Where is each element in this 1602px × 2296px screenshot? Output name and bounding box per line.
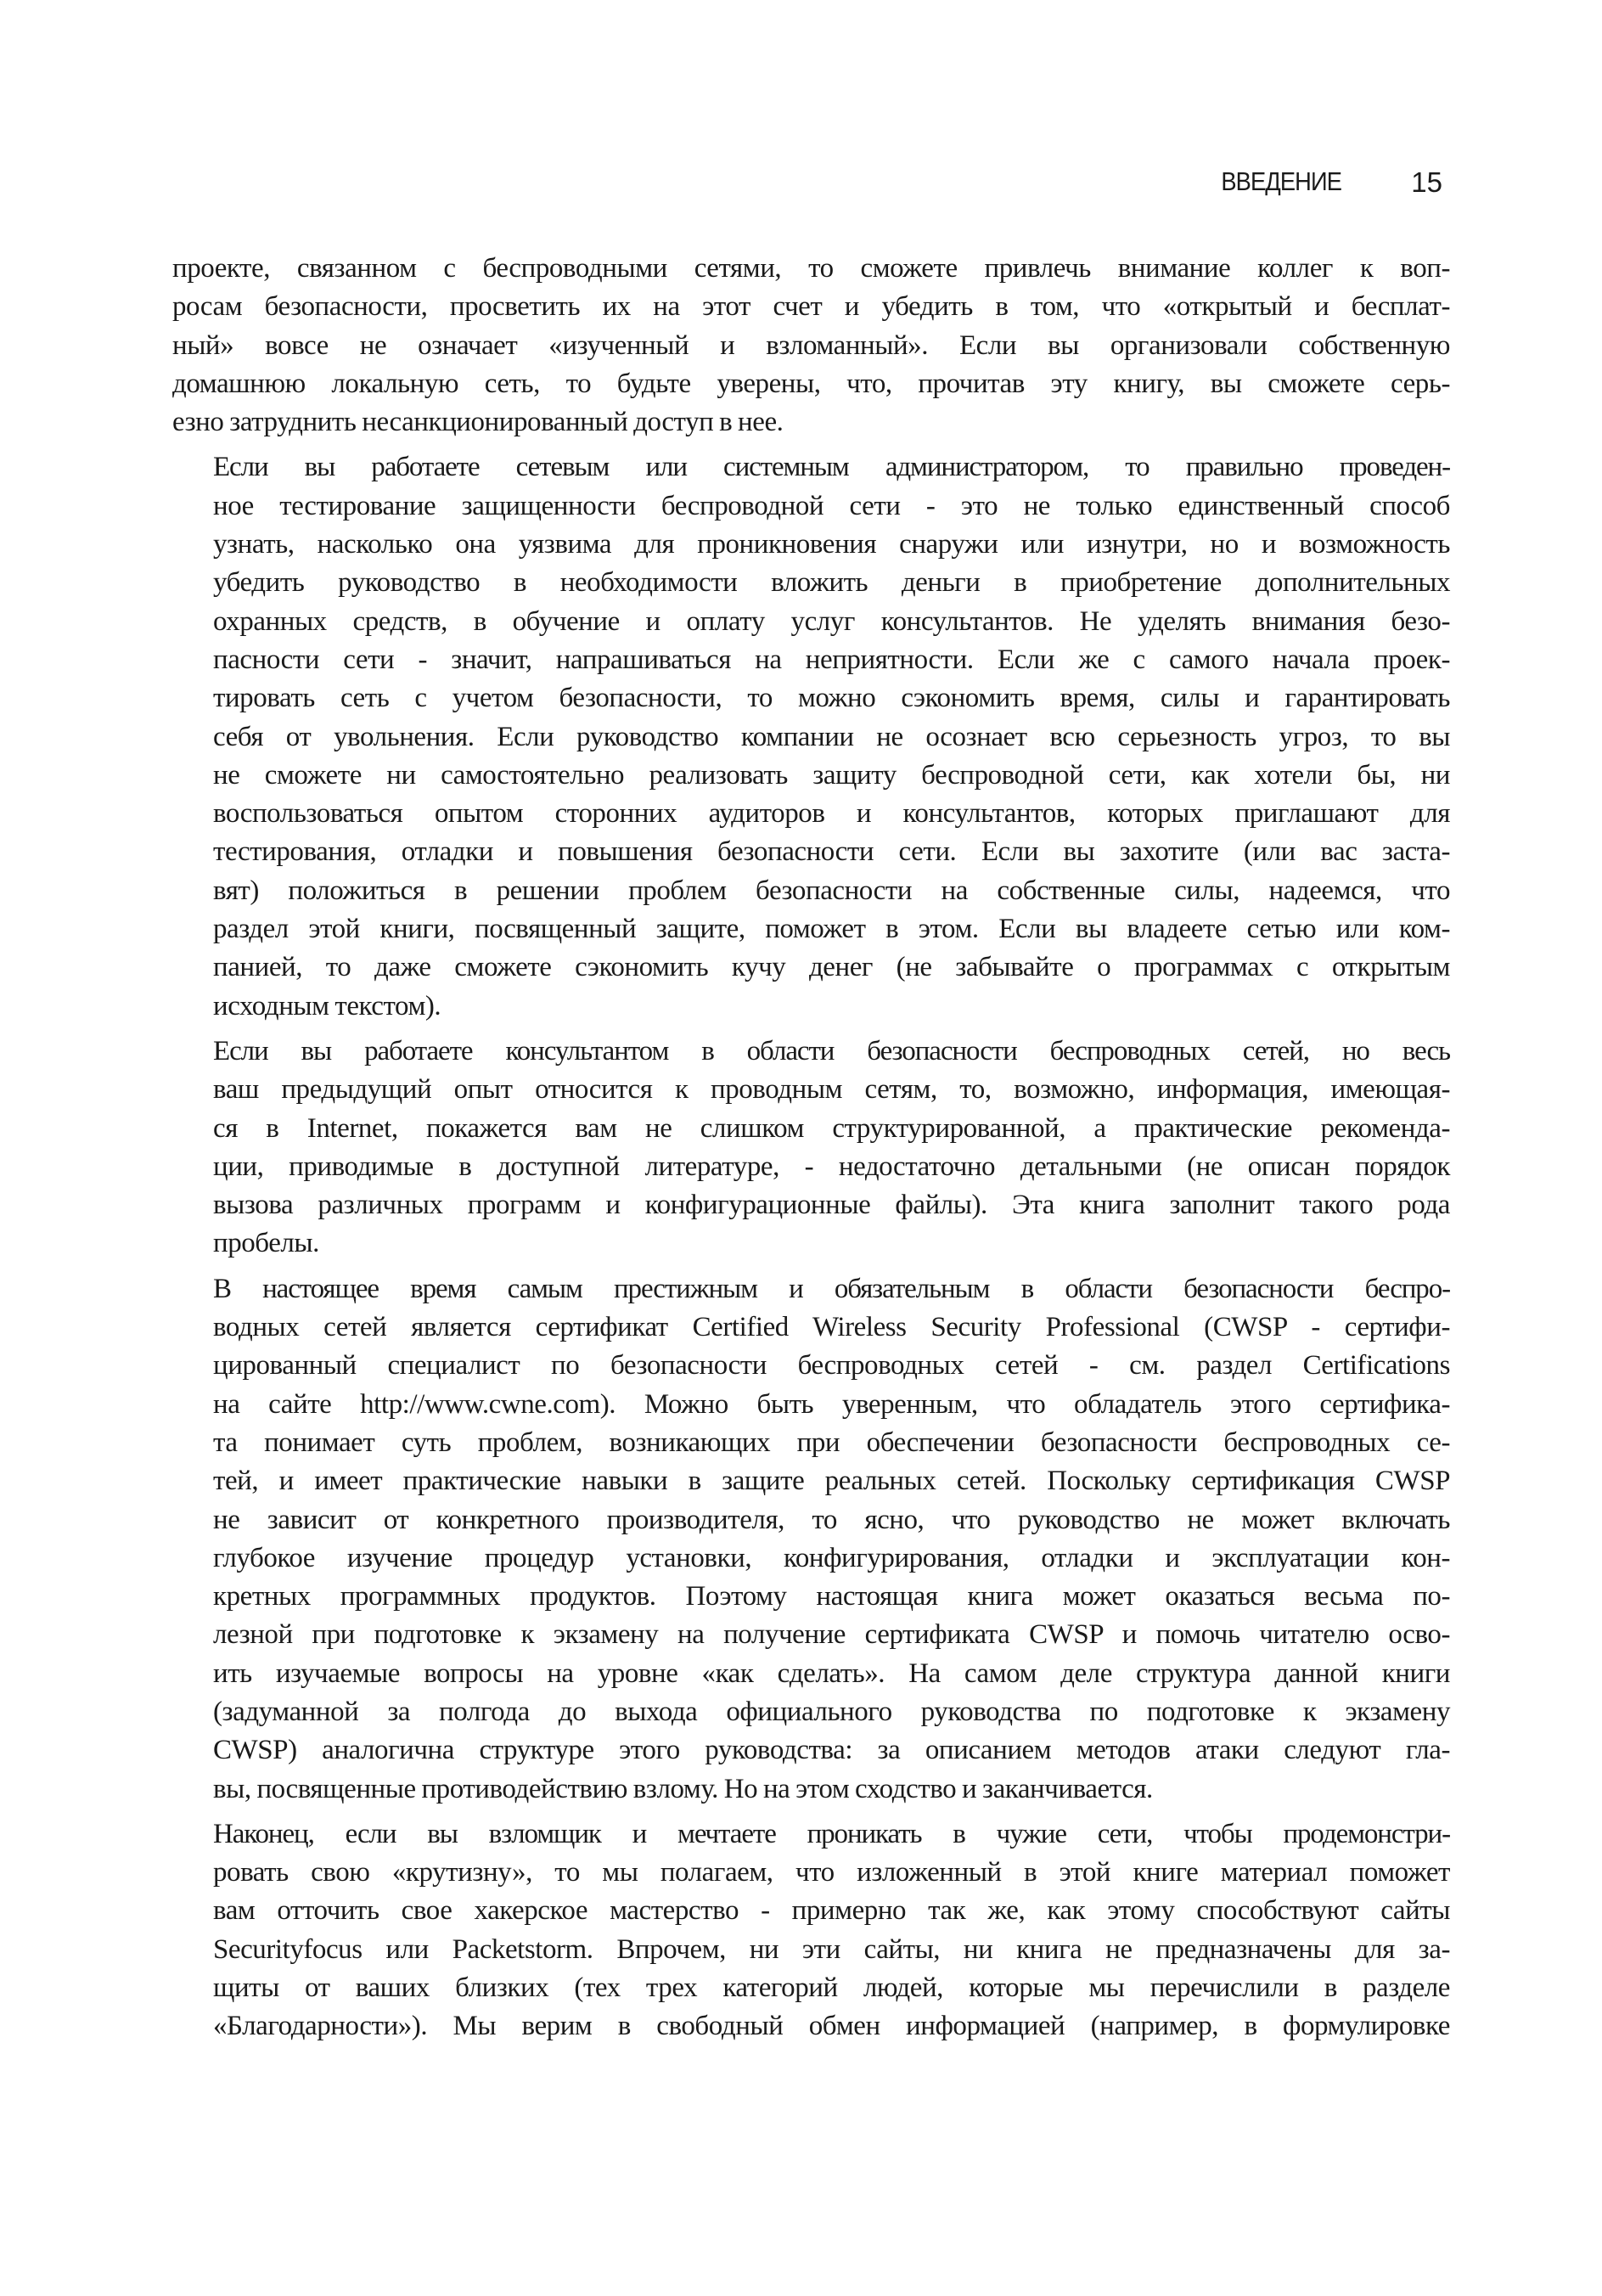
text-line: домашнюю локальную сеть, то будьте уверены, что, прочитав эту книгу, вы сможете серь- (172, 368, 1450, 399)
text-line: не сможете ни самостоятельно реализовать защиту беспроводной сети, как хотели бы, ни (213, 759, 1450, 791)
text-line: пробелы. (213, 1228, 319, 1259)
text-line: узнать, насколько она уязвима для проникновения снаружи или изнутри, но и возможность (213, 529, 1450, 560)
text-line: охранных средств, в обучение и оплату услуг консультантов. Не уделять внимания безо- (213, 605, 1450, 637)
text-line: себя от увольнения. Если руководство компании не осознает всю серьезность угроз, то вы (213, 721, 1450, 752)
text-line: глубокое изучение процедур установки, конфигурирования, отладки и эксплуатации кон- (213, 1542, 1450, 1573)
text-line: вы, посвященные противодействию взлому. Но на этом сходство и заканчивается. (213, 1773, 1153, 1804)
text-line: цированный специалист по безопасности беспроводных сетей - см. раздел Certifications (213, 1350, 1450, 1382)
paragraph (172, 1815, 1450, 2046)
text-line: езно затруднить несанкционированный доступ в нее. (172, 407, 784, 438)
text-line: тировать сеть с учетом безопасности, то можно сэкономить время, силы и гарантировать (213, 683, 1450, 714)
text-line: ить изучаемые вопросы на уровне «как сделать». На самом деле структура данной книги (213, 1657, 1450, 1689)
text-line: ции, приводимые в доступной литературе, - недостаточно детальными (не описан порядок (213, 1151, 1450, 1182)
text-line: водных сетей является сертификат Certified Wireless Security Professional (CWSP - сертифи- (213, 1312, 1450, 1343)
text-line: вам отточить свое хакерское мастерство - примерно так же, как этому способствуют сайты (213, 1895, 1450, 1927)
text-line: росам безопасности, просветить их на этот счет и убедить в том, что «открытый и бесплат- (172, 291, 1450, 323)
text-line: лезной при подготовке к экзамену на получение сертификата CWSP и помочь читателю осво- (213, 1619, 1450, 1651)
text-line: щиты от ваших близких (тех трех категорий людей, которые мы перечислили в разделе (213, 1972, 1450, 2004)
text-line: «Благодарности»). Мы верим в свободный обмен информацией (например, в формулировке (213, 2011, 1450, 2042)
text-line: кретных программных продуктов. Поэтому настоящая книга может оказаться весьма по- (213, 1581, 1450, 1612)
text-line: раздел этой книги, посвященный защите, поможет в этом. Если вы владеете сетью или ком- (213, 914, 1450, 945)
paragraph (172, 1270, 1450, 1809)
text-line: тей, и имеет практические навыки в защите реальных сетей. Поскольку сертификация CWSP (213, 1466, 1450, 1497)
text-line: ваш предыдущий опыт относится к проводным сетям, то, возможно, информация, имеющая- (213, 1074, 1450, 1106)
text-line: Если вы работаете сетевым или системным администратором, то правильно проведен- (213, 452, 1450, 483)
header-section-title: ВВЕДЕНИЕ (1221, 166, 1341, 196)
text-line: на сайте http://www.cwne.com). Можно быть уверенным, что обладатель этого сертифика- (213, 1388, 1450, 1420)
text-line: ное тестирование защищенности беспроводной сети - это не только единственный способ (213, 490, 1450, 521)
text-line: не зависит от конкретного производителя, то ясно, что руководство не может включать (213, 1504, 1450, 1535)
text-line: Securityfocus или Packetstorm. Впрочем, ни эти сайты, ни книга не предназначены для за- (213, 1933, 1450, 1965)
text-line: (задуманной за полгода до выхода официального руководства по подготовке к экзамену (213, 1696, 1450, 1727)
text-line: проекте, связанном с беспроводными сетями, то сможете привлечь внимание коллег к воп- (172, 253, 1450, 284)
text-line: пасности сети - значит, напрашиваться на неприятности. Если же с самого начала проек- (213, 644, 1450, 675)
text-line: Если вы работаете консультантом в области безопасности беспроводных сетей, но весь (213, 1035, 1450, 1066)
text-line: тестирования, отладки и повышения безопасности сети. Если вы захотите (или вас заста- (213, 836, 1450, 868)
text-line: вызова различных программ и конфигурационные файлы). Эта книга заполнит такого рода (213, 1190, 1450, 1221)
text-line: Наконец, если вы взломщик и мечтаете проникать в чужие сети, чтобы продемонстри- (213, 1818, 1450, 1849)
running-header (170, 166, 1454, 205)
text-line: убедить руководство в необходимости вложить деньги в приобретение дополнительных (213, 567, 1450, 599)
body-text (172, 250, 1450, 2046)
text-line: ровать свою «крутизну», то мы полагаем, что изложенный в этой книге материал поможет (213, 1857, 1450, 1888)
text-line: ный» вовсе не означает «изученный и взломанный». Если вы организовали собственную (172, 329, 1450, 361)
text-line: исходным текстом). (213, 990, 441, 1021)
page-number: 15 (1411, 166, 1442, 198)
paragraph (172, 250, 1450, 442)
paragraph (172, 1033, 1450, 1263)
text-line: В настоящее время самым престижным и обязательным в области безопасности беспро- (213, 1273, 1450, 1304)
text-line: CWSP) аналогична структуре этого руководства: за описанием методов атаки следуют гла- (213, 1735, 1450, 1766)
text-line: та понимает суть проблем, возникающих при обеспечении безопасности беспроводных се- (213, 1427, 1450, 1458)
text-line: вят) положиться в решении проблем безопасности на собственные силы, надеемся, что (213, 875, 1450, 906)
text-line: ся в Internet, покажется вам не слишком структурированной, а практические рекоменда- (213, 1112, 1450, 1144)
text-line: воспользоваться опытом сторонних аудиторов и консультантов, которых приглашают для (213, 798, 1450, 830)
paragraph (172, 448, 1450, 1025)
text-line: панией, то даже сможете сэкономить кучу денег (не забывайте о программах с открытым (213, 952, 1450, 983)
